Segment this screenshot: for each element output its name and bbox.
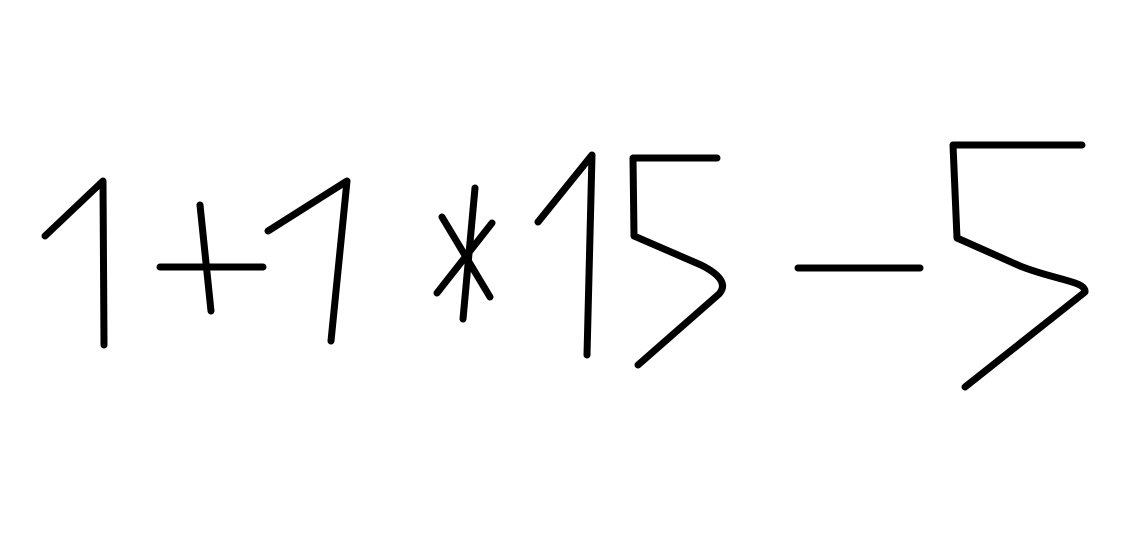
digit-one-second <box>268 181 347 341</box>
multiply-asterisk <box>437 188 492 319</box>
number-fifteen <box>538 155 723 365</box>
digit-one-first <box>45 181 104 345</box>
digit-five <box>953 145 1085 387</box>
plus-sign <box>160 205 263 311</box>
